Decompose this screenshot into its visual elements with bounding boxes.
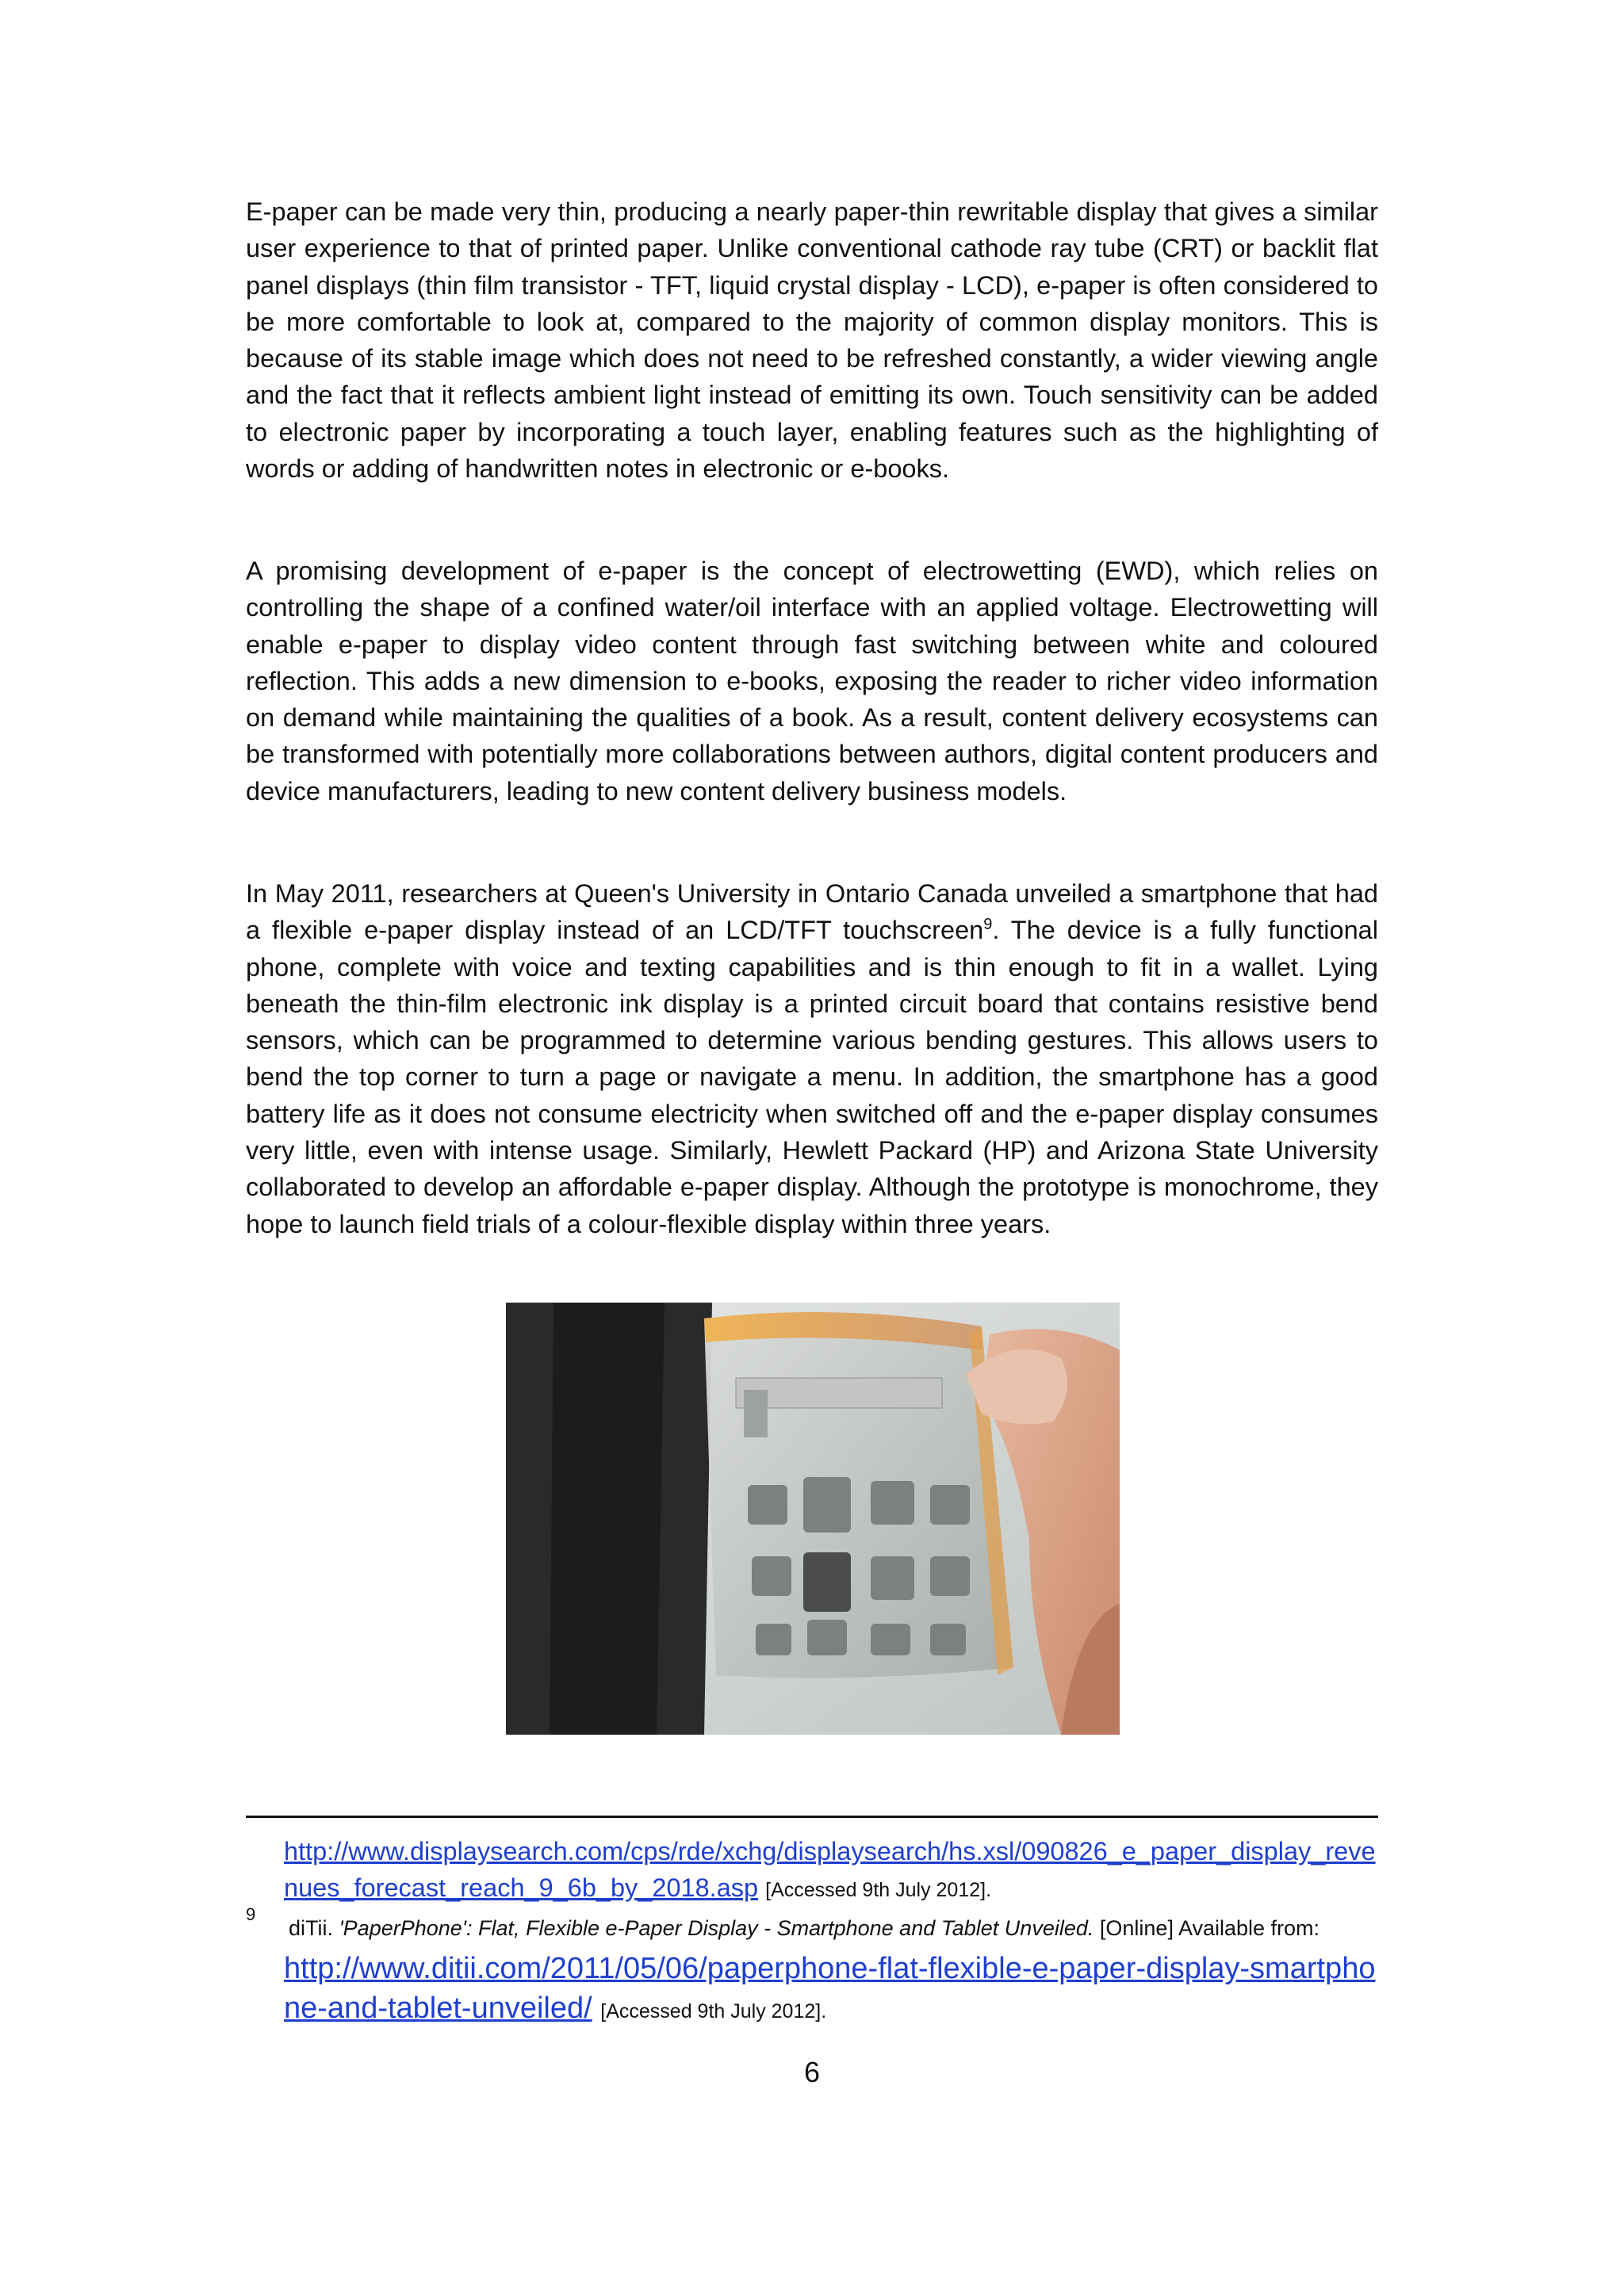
footnote-available: [Online] Available from: — [1099, 1916, 1320, 1940]
paragraph-electrowetting: A promising development of e-paper is the concept of electrowetting (EWD), which relies on controlling the shape of a confined water/oil interface with an applied voltage. Electrowetting will enable e-paper to display video content through fast switching between white and coloured reflection. This adds a new dimension to e-books, exposing the reader to richer video information on demand while maintaining the qualities of a book. As a result, content delivery ecosystems can be transformed with potentially more collaborations between authors, digital content producers and device manufacturers, leading to new content delivery business models. — [246, 557, 1378, 806]
footnote-reference[interactable]: 9 — [983, 916, 993, 934]
paragraph-epaper-intro: E-paper can be made very thin, producing a nearly paper-thin rewritable display that gives a similar user experience to that of printed paper. Unlike conventional cathode ray tube (CRT) or backlit flat panel displays (thin film transistor - TFT, liquid crystal display - LCD), e-paper is often considered to be more comfortable to look at, compared to the majority of common display monitors. This is because of its stable image which does not need to be refreshed constantly, a wider viewing angle and the fact that it reflects ambient light instead of emitting its own. Touch sensitivity can be added to electronic paper by incorporating a touch layer, enabling features such as the highlighting of words or adding of handwritten notes in electronic or e-books. — [246, 197, 1378, 484]
paragraph-paperphone-text-b: . The device is a fully functional phone, complete with voice and texting capabilities and is thin enough to fit in a wallet. Lying beneath the thin-film electronic ink display is a printed circuit board that contains resistive bend sensors, which can be programmed to determine various bending gestures. This allows users to bend the top corner to turn a page or navigate a menu. In addition, the smartphone has a good battery life as it does not consume electricity when switched off and the e-paper display consumes very little, even with intense usage. Similarly, Hewlett Packard (HP) and Arizona State University collaborated to develop an affordable e-paper display. Although the prototype is monochrome, they hope to launch field trials of a colour-flexible display within three years. — [246, 916, 1378, 1238]
footnote-previous — [284, 1833, 1378, 1908]
footnote-citation — [289, 1914, 1383, 1942]
footnote-divider — [246, 1816, 1378, 1818]
flexible-display-photo — [506, 1303, 1120, 1735]
footnote-url — [284, 1949, 1378, 2031]
footnote-previous-link[interactable]: http://www.displaysearch.com/cps/rde/xchg/displaysearch/hs.xsl/090826_e_paper_display_revenues_forecast_reach_9_6b_by_2018.asp — [284, 1837, 1376, 1902]
footnote-previous-accessed: [Accessed 9th July 2012]. — [765, 1879, 992, 1901]
paragraph-paperphone-text-a: In May 2011, researchers at Queen's University in Ontario Canada unveiled a smartphone that had a flexible e-paper display instead of an LCD/TFT touchscreen — [246, 879, 1378, 945]
footnote-number: 9 — [246, 1904, 256, 1924]
footnote-link[interactable]: http://www.ditii.com/2011/05/06/paperphone-flat-flexible-e-paper-display-smartphone-and-tablet-unveiled/ — [284, 1952, 1376, 2025]
footnote-title: 'PaperPhone': Flat, Flexible e-Paper Display - Smartphone and Tablet Unveiled. — [339, 1916, 1094, 1940]
paragraph-paperphone — [246, 875, 1378, 1242]
page-number: 6 — [803, 2056, 821, 2088]
footnote-accessed: [Accessed 9th July 2012]. — [600, 2000, 827, 2022]
footnote-source: diTii. — [289, 1916, 334, 1940]
